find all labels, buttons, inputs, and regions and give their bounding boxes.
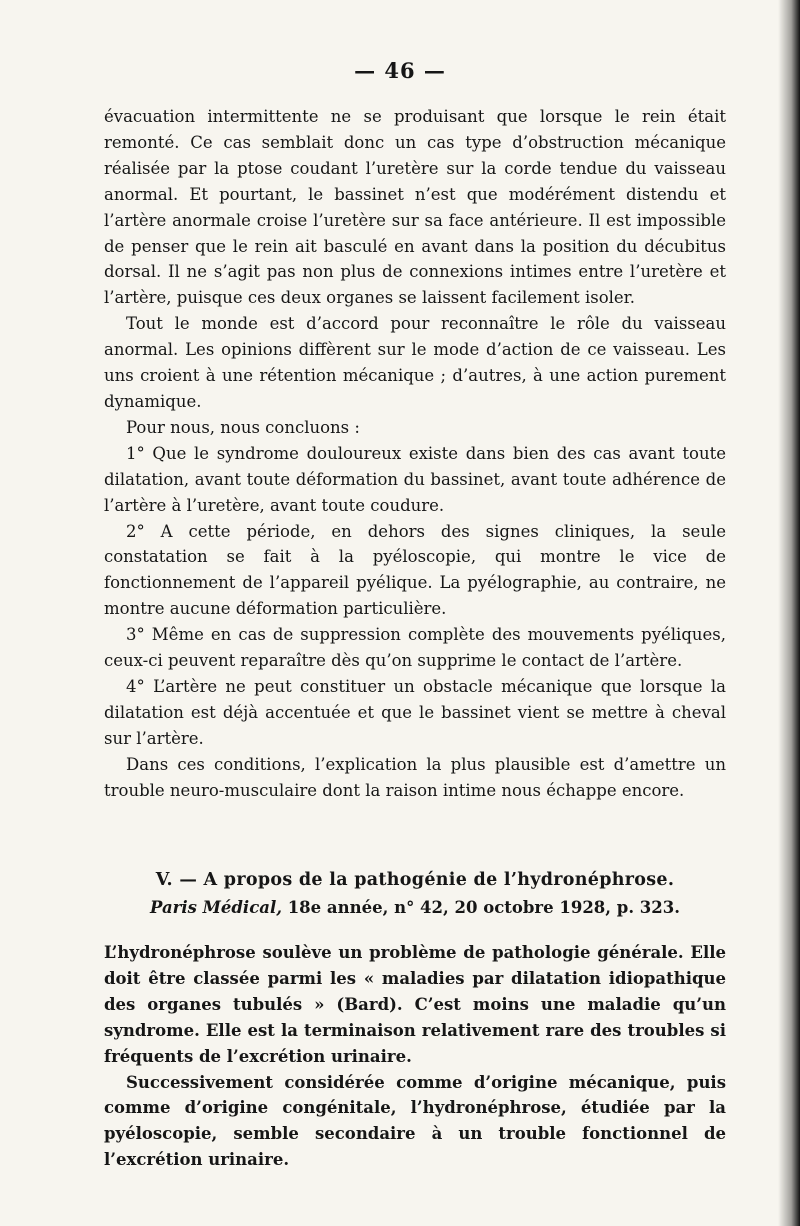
citation-details: 18e année, n° 42, 20 octobre 1928, p. 323. [281, 898, 680, 917]
citation-journal: Paris Médical, [149, 898, 282, 917]
conclusion-item: 4° L’artère ne peut constituer un obstacle mécanique que lorsque la dilatation est déjà accentuée et que le bassinet vient se mettre à cheval sur l’artère. [104, 676, 726, 748]
paragraph: Dans ces conditions, l’explication la plus plausible est d’amettre un trouble neuro-musculaire dont la raison intime nous échappe encore. [104, 754, 726, 800]
citation [104, 898, 726, 917]
conclusion-item: 3° Même en cas de suppression complète des mouvements pyéliques, ceux-ci peuvent reparaître dès qu’on supprime le contact de l’artère. [104, 625, 726, 671]
paragraph: L’hydronéphrose soulève un problème de pathologie générale. Elle doit être classée parmi les « maladies par dilatation idiopathique des organes tubulés » (Bard). C’est moins une maladie qu’un syndrome. Elle est la terminaison relativement rare des troubles si fréquents de l’excrétion urinaire. [104, 943, 726, 1066]
paragraph: Successivement considérée comme d’origine mécanique, puis comme d’origine congénitale, l’hydronéphrose, étudiée par la pyéloscopie, semble secondaire à un trouble fonctionnel de l’excrétion urinaire. [104, 1072, 726, 1170]
section-text [104, 940, 726, 1173]
section-heading: V. — A propos de la pathogénie de l’hydronéphrose. [155, 870, 675, 890]
conclusion-item: 2° A cette période, en dehors des signes cliniques, la seule constatation se fait à la pyéloscopie, qui montre le vice de fonctionnement de l’appareil pyélique. La pyélographie, au contraire, ne montre aucune déformation particulière. [104, 521, 726, 619]
body-text [104, 104, 726, 803]
paragraph: évacuation intermittente ne se produisant que lorsque le rein était remonté. Ce cas semblait donc un cas type d’obstruction mécanique réalisée par la ptose coudant l’uretère sur la corde tendue du vaisseau anormal. Et pourtant, le bassinet n’est que modérément distendu et l’artère anormale croise l’uretère sur sa face antérieure. Il est impossible de penser que le rein ait basculé en avant dans la position du décubitus dorsal. Il ne s’agit pas non plus de connexions intimes entre l’uretère et l’artère, puisque ces deux organes se laissent facilement isoler. [104, 107, 726, 308]
page-number: — 46 — [354, 58, 446, 83]
scan-edge-shadow [778, 0, 800, 1226]
paragraph: Pour nous, nous concluons : [126, 417, 360, 437]
conclusion-item: 1° Que le syndrome douloureux existe dans bien des cas avant toute dilatation, avant toute déformation du bassinet, avant toute adhérence de l’artère à l’uretère, avant toute coudure. [104, 443, 726, 515]
paragraph: Tout le monde est d’accord pour reconnaître le rôle du vaisseau anormal. Les opinions diffèrent sur le mode d’action de ce vaisseau. Les uns croient à une rétention mécanique ; d’autres, à une action purement dynamique. [104, 314, 726, 411]
